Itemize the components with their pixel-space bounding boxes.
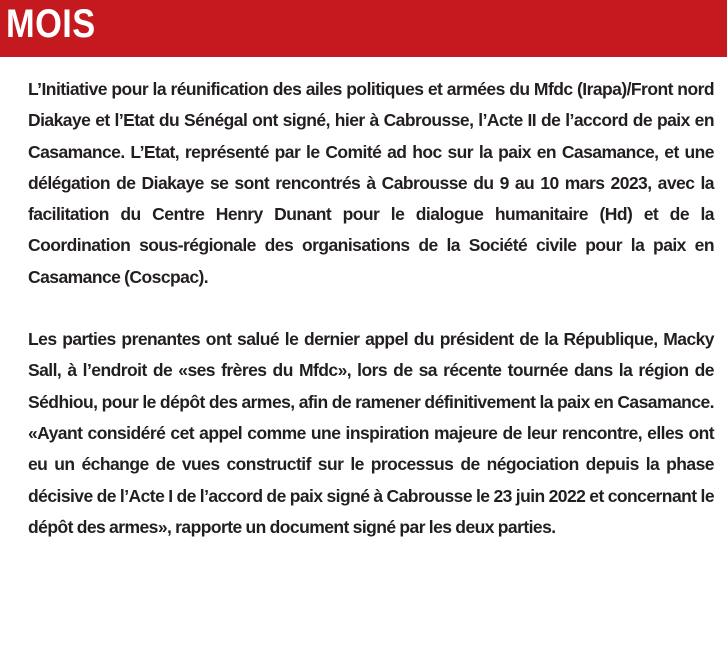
section-header-bar	[0, 0, 727, 57]
article-paragraph-2: Les parties prenantes ont salué le dernier appel du président de la République, Macky Sall, à l’endroit de «ses frères du Mfdc», lors de sa récente tournée dans la région de Sédhiou, pour le dépôt des armes, afin de ramener définitivement la paix en Casamance. «Ayant considéré cet appel comme une inspiration majeure de leur rencontre, elles ont eu un échange de vues constructif sur le processus de négociation depuis la phase décisive de l’Acte I de l’accord de paix signé à Cabrousse le 23 juin 2022 et concernant le dépôt des armes», rapporte un document signé par les deux parties.	[28, 329, 714, 537]
article-body	[28, 74, 714, 543]
article-paragraph-1: L’Initiative pour la réunification des ailes politiques et armées du Mfdc (Irapa)/Front nord Diakaye et l’Etat du Sénégal ont signé, hier à Cabrousse, l’Acte II de l’accord de paix en Casamance. L’Etat, représenté par le Comité ad hoc sur la paix en Casamance, et une délégation de Diakaye se sont rencontrés à Cabrousse du 9 au 10 mars 2023, avec la facilitation du Centre Henry Dunant pour le dialogue humanitaire (Hd) et de la Coordination sous-régionale des organisations de la Société civile pour la paix en Casamance (Coscpac).	[28, 79, 714, 287]
section-title: MOIS	[6, 2, 96, 46]
